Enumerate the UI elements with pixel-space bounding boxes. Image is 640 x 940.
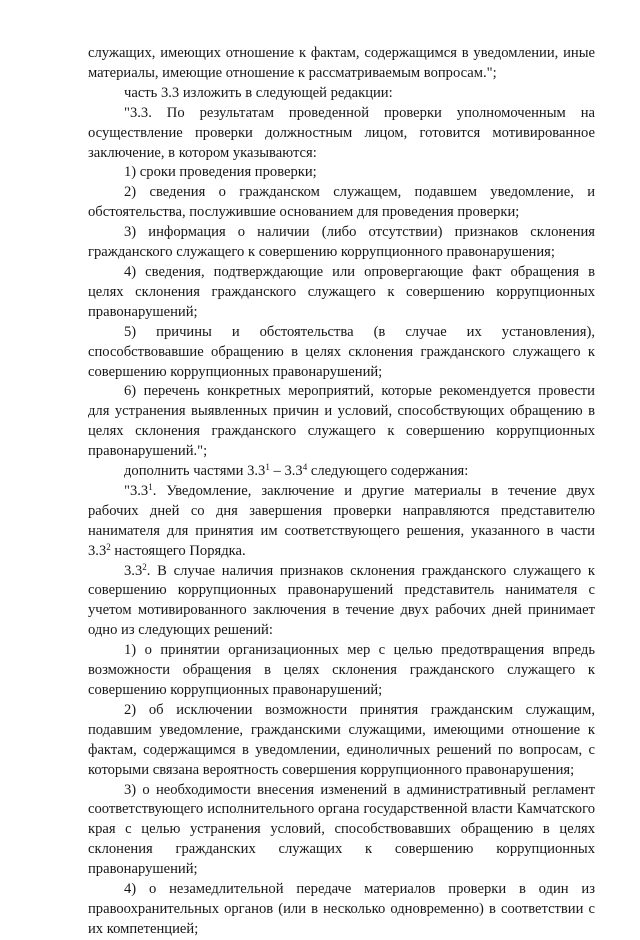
paragraph-text: 3) о необходимости внесения изменений в административный регламент соответствующего исполнительного органа государственной власти Камчатского края с целью устранения условий, способствовавших обращению в целях склонения гражданских служащих к совершению коррупционных правонарушений; <box>88 781 595 878</box>
paragraph-text: 5) причины и обстоятельства (в случае их установления), способствовавшие обращению в целях склонения гражданского служащего к совершению коррупционных правонарушений; <box>88 323 595 380</box>
paragraph-text: настоящего Порядка. <box>110 542 246 559</box>
paragraph-text: "3.3 <box>124 482 149 499</box>
document-body <box>88 44 595 940</box>
paragraph <box>88 323 595 383</box>
paragraph-text: 6) перечень конкретных мероприятий, которые рекомендуется провести для устранения выявленных причин и условий, способствующих обращению в целях склонения гражданского служащего к совершению коррупционных правонарушений."; <box>88 383 595 460</box>
paragraph-text: служащих, имеющих отношение к фактам, содержащимся в уведомлении, иные материалы, имеющие отношение к рассматриваемым вопросам."; <box>88 45 595 81</box>
paragraph <box>88 701 595 781</box>
paragraph <box>88 781 595 881</box>
paragraph <box>88 880 595 940</box>
paragraph <box>88 183 595 223</box>
paragraph <box>88 482 595 562</box>
paragraph <box>88 163 595 183</box>
paragraph-text: следующего содержания: <box>307 463 469 480</box>
superscript: 1 <box>148 481 153 492</box>
superscript: 2 <box>142 561 147 572</box>
superscript: 2 <box>106 541 111 552</box>
paragraph-text: 3) информация о наличии (либо отсутствии) признаков склонения гражданского служащего к совершению коррупционного правонарушения; <box>88 224 595 261</box>
paragraph-text: "3.3. По результатам проведенной проверки уполномоченным на осуществление проверки должностным лицом, готовится мотивированное заключение, в котором указываются: <box>88 104 595 161</box>
paragraph-text: 1) о принятии организационных мер с целью предотвращения впредь возможности обращения в целях склонения гражданского служащего к совершению коррупционных правонарушений; <box>88 642 595 698</box>
paragraph <box>88 104 595 164</box>
paragraph <box>88 84 595 104</box>
paragraph <box>88 263 595 323</box>
paragraph <box>88 462 595 482</box>
paragraph-text: часть 3.3 изложить в следующей редакции: <box>124 84 393 101</box>
paragraph-text: 2) об исключении возможности принятия гражданским служащим, подавшим уведомление, гражданскими служащими, имеющими отношение к фактам, содержащимся в уведомлении, единоличных решений по вопросам, с которыми связана вероятность совершения коррупционного правонарушения; <box>88 701 595 778</box>
paragraph <box>88 223 595 263</box>
paragraph-text: 4) о незамедлительной передаче материалов проверки в один из правоохранительных органов (или в несколько одновременно) в соответствии с их компетенцией; <box>88 881 595 937</box>
paragraph-text: . Уведомление, заключение и другие материалы в течение двух рабочих дней со дня завершения проверки направляются представителю нанимателя для принятия им соответствующего решения, указанного в части 3.3 <box>88 482 595 559</box>
paragraph-text: дополнить частями 3.3 <box>124 463 266 480</box>
paragraph-text: 4) сведения, подтверждающие или опровергающие факт обращения в целях склонения гражданского служащего к совершению коррупционных правонарушений; <box>88 263 595 320</box>
paragraph-text: . В случае наличия признаков склонения гражданского служащего к совершению коррупционных правонарушений представитель нанимателя с учетом мотивированного заключения в течение двух рабочих дней принимает одно из следующих решений: <box>88 562 595 639</box>
paragraph <box>88 44 595 84</box>
paragraph-text: 1) сроки проведения проверки; <box>124 164 317 181</box>
paragraph-text: – 3.3 <box>269 463 303 480</box>
paragraph-text: 3.3 <box>124 562 143 579</box>
paragraph <box>88 641 595 701</box>
paragraph-text: 2) сведения о гражданском служащем, подавшем уведомление, и обстоятельства, послужившие основанием для проведения проверки; <box>88 184 595 221</box>
paragraph <box>88 562 595 642</box>
superscript: 1 <box>265 462 270 473</box>
paragraph <box>88 382 595 462</box>
superscript: 4 <box>302 462 308 473</box>
